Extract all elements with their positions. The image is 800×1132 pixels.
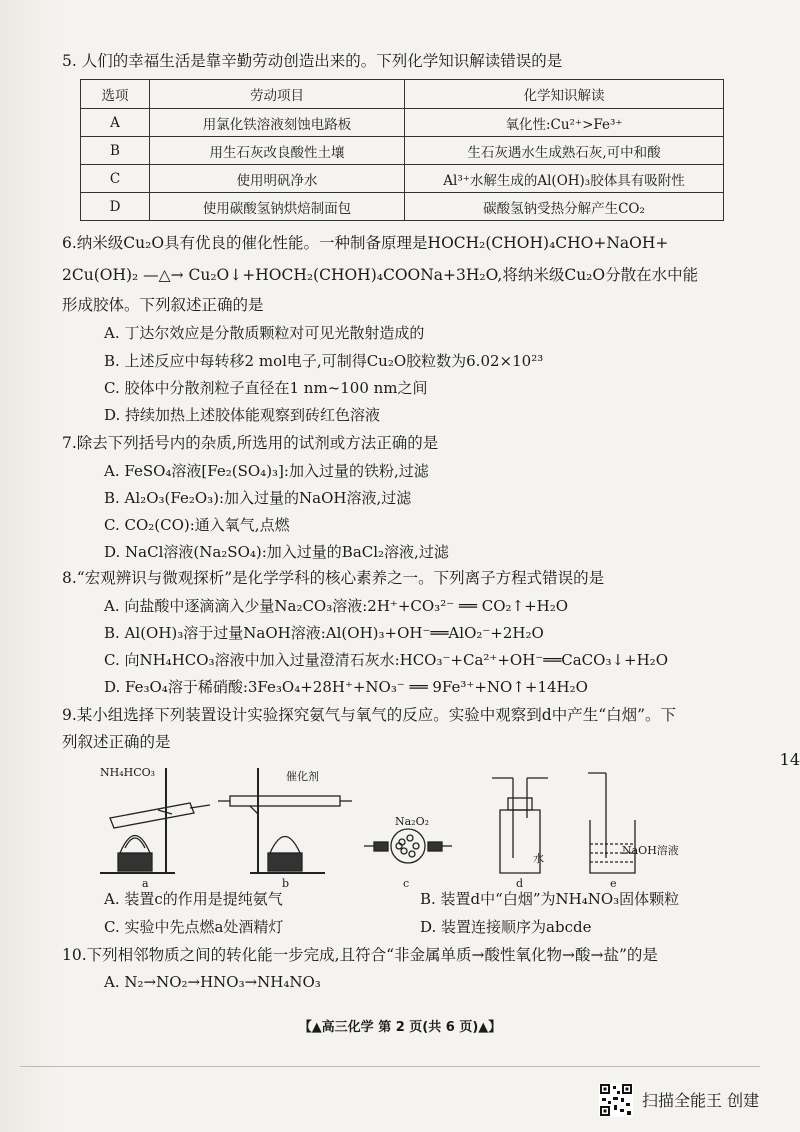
q9-option-b: B. 装置d中“白烟”为NH₄NO₃固体颗粒 (420, 890, 680, 908)
table-cell: 使用明矾净水 (150, 165, 405, 193)
label-d: d (516, 877, 524, 890)
table-cell: 用氯化铁溶液刻蚀电路板 (150, 109, 405, 137)
page-footer: 【▲高三化学 第 2 页(共 6 页)▲】 (298, 1020, 502, 1035)
q7-option-b: B. Al₂O₃(Fe₂O₃):加入过量的NaOH溶液,过滤 (104, 489, 412, 507)
q9-option-a: A. 装置c的作用是提纯氨气 (104, 890, 283, 908)
q8-option-a: A. 向盐酸中逐滴滴入少量Na₂CO₃溶液:2H⁺+CO₃²⁻ ══ CO₂↑+H₂O (104, 597, 569, 615)
q6-stem-line1: 6.纳米级Cu₂O具有优良的催化性能。一种制备原理是HOCH₂(CHOH)₄CHO+NaOH+ (62, 234, 669, 252)
q6-option-c: C. 胶体中分散剂粒子直径在1 nm~100 nm之间 (104, 379, 428, 397)
lamp-a-icon (118, 853, 152, 871)
label-nh4hco3: NH₄HCO₃ (100, 766, 156, 779)
q6-option-d: D. 持续加热上述胶体能观察到砖红色溶液 (104, 406, 381, 424)
q5-stem: 5. 人们的幸福生活是靠辛勤劳动创造出来的。下列化学知识解读错误的是 (62, 52, 563, 70)
page-edge-shadow (0, 0, 60, 1132)
q5-table (80, 79, 724, 221)
label-b: b (282, 877, 290, 890)
q6-stem-line3: 形成胶体。下列叙述正确的是 (62, 296, 264, 314)
table-cell: D (81, 193, 150, 221)
table-cell: 使用碳酸氢钠烘焙制面包 (150, 193, 405, 221)
table-cell: A (81, 109, 150, 137)
table-row (81, 109, 724, 137)
lamp-b-icon (268, 853, 302, 871)
side-number: 14 (779, 750, 800, 769)
q8-stem: 8.“宏观辨识与微观探析”是化学学科的核心素养之一。下列离子方程式错误的是 (62, 569, 605, 587)
label-na2o2: Na₂O₂ (395, 815, 430, 828)
q8-option-d: D. Fe₃O₄溶于稀硝酸:3Fe₃O₄+28H⁺+NO₃⁻ ══ 9Fe³⁺+NO↑+14H₂O (104, 678, 588, 696)
table-header: 化学知识解读 (405, 80, 724, 109)
q7-option-d: D. NaCl溶液(Na₂SO₄):加入过量的BaCl₂溶液,过滤 (104, 543, 449, 561)
q8-option-c: C. 向NH₄HCO₃溶液中加入过量澄清石灰水:HCO₃⁻+Ca²⁺+OH⁻══CaCO₃↓+H₂O (104, 651, 668, 669)
q10-stem: 10.下列相邻物质之间的转化能一步完成,且符合“非金属单质→酸性氧化物→酸→盐”的是 (62, 946, 658, 964)
q10-option-a: A. N₂→NO₂→HNO₃→NH₄NO₃ (104, 973, 321, 991)
q6-stem-line2: 2Cu(OH)₂ —△→ Cu₂O↓+HOCH₂(CHOH)₄COONa+3H₂O,将纳米级Cu₂O分散在水中能 (62, 266, 699, 284)
table-cell: 用生石灰改良酸性土壤 (150, 137, 405, 165)
q6-option-a: A. 丁达尔效应是分散质颗粒对可见光散射造成的 (104, 324, 425, 342)
q9-stem-line1: 9.某小组选择下列装置设计实验探究氨气与氧气的反应。实验中观察到d中产生“白烟”。下 (62, 706, 677, 724)
label-naoh: NaOH溶液 (622, 844, 679, 857)
q9-option-c: C. 实验中先点燃a处酒精灯 (104, 918, 284, 936)
table-cell: C (81, 165, 150, 193)
table-row (81, 137, 724, 165)
label-water: 水 (533, 852, 544, 865)
q9-stem-line2: 列叙述正确的是 (62, 733, 171, 751)
label-catalyst: 催化剂 (286, 770, 319, 783)
q7-stem: 7.除去下列括号内的杂质,所选用的试剂或方法正确的是 (62, 434, 439, 452)
table-cell: 氧化性:Cu²⁺>Fe³⁺ (405, 109, 724, 137)
q7-option-c: C. CO₂(CO):通入氧气,点燃 (104, 516, 290, 534)
table-cell: B (81, 137, 150, 165)
q8-option-b: B. Al(OH)₃溶于过量NaOH溶液:Al(OH)₃+OH⁻══AlO₂⁻+2H₂O (104, 624, 544, 642)
table-header-row (81, 80, 724, 109)
q6-option-b: B. 上述反应中每转移2 mol电子,可制得Cu₂O胶粒数为6.02×10²³ (104, 352, 544, 370)
table-cell: 碳酸氢钠受热分解产生CO₂ (405, 193, 724, 221)
table-header: 选项 (81, 80, 150, 109)
footer-divider (20, 1066, 760, 1067)
table-cell: 生石灰遇水生成熟石灰,可中和酸 (405, 137, 724, 165)
label-a: a (142, 877, 149, 890)
table-row (81, 165, 724, 193)
scanner-watermark: 扫描全能王 创建 (642, 1091, 760, 1110)
test-tube-a-icon (110, 803, 194, 828)
table-row (81, 193, 724, 221)
label-e: e (610, 877, 617, 890)
qr-code-icon (599, 1083, 633, 1117)
catalyst-tube-icon (230, 796, 340, 806)
label-c: c (403, 877, 410, 890)
q9-option-d: D. 装置连接顺序为abcde (420, 918, 592, 936)
table-header: 劳动项目 (150, 80, 405, 109)
q7-option-a: A. FeSO₄溶液[Fe₂(SO₄)₃]:加入过量的铁粉,过滤 (104, 462, 429, 480)
table-cell: Al³⁺水解生成的Al(OH)₃胶体具有吸附性 (405, 165, 724, 193)
apparatus-figure (90, 758, 740, 894)
